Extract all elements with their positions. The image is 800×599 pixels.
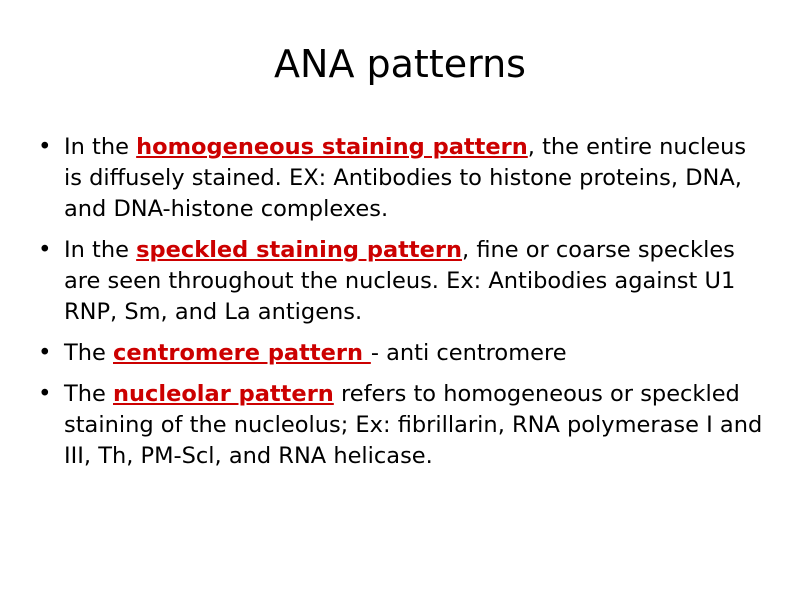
bullet-text-segment: refers to homogeneous or speckled staining of the nucleolus; Ex: fibrillarin, RNA polymerase I and III, Th, PM-Scl, and RNA helicase. bbox=[64, 381, 763, 469]
bullet-list bbox=[38, 132, 770, 482]
bullet-text-segment: , fine or coarse speckles are seen throughout the nucleus. Ex: Antibodies against U1 RNP, Sm, and La antigens. bbox=[64, 237, 736, 325]
bullet-text bbox=[64, 132, 770, 225]
list-item bbox=[38, 235, 770, 328]
list-item bbox=[38, 132, 770, 225]
bullet-highlight-term: speckled staining pattern bbox=[136, 237, 463, 263]
bullet-text bbox=[64, 338, 770, 369]
bullet-text bbox=[64, 379, 770, 472]
bullet-text-segment: In the bbox=[64, 134, 137, 160]
bullet-text-segment: , the entire nucleus is diffusely stained. EX: Antibodies to histone proteins, DNA, and DNA-histone complexes. bbox=[64, 134, 747, 222]
bullet-text-segment: The bbox=[64, 381, 113, 407]
bullet-marker-icon: • bbox=[38, 340, 52, 366]
list-item bbox=[38, 379, 770, 472]
bullet-text bbox=[64, 235, 770, 328]
page-title: ANA patterns bbox=[274, 42, 526, 86]
bullet-text-segment: In the bbox=[64, 237, 137, 263]
bullet-marker-icon: • bbox=[38, 381, 52, 407]
bullet-text-segment: The bbox=[64, 340, 113, 366]
bullet-marker-icon: • bbox=[38, 237, 52, 263]
bullet-highlight-term: nucleolar pattern bbox=[113, 381, 334, 407]
bullet-text-segment: - anti centromere bbox=[370, 340, 567, 366]
bullet-marker-icon: • bbox=[38, 134, 52, 160]
bullet-highlight-term: homogeneous staining pattern bbox=[136, 134, 528, 160]
bullet-highlight-term: centromere pattern bbox=[113, 340, 371, 366]
list-item bbox=[38, 338, 770, 369]
